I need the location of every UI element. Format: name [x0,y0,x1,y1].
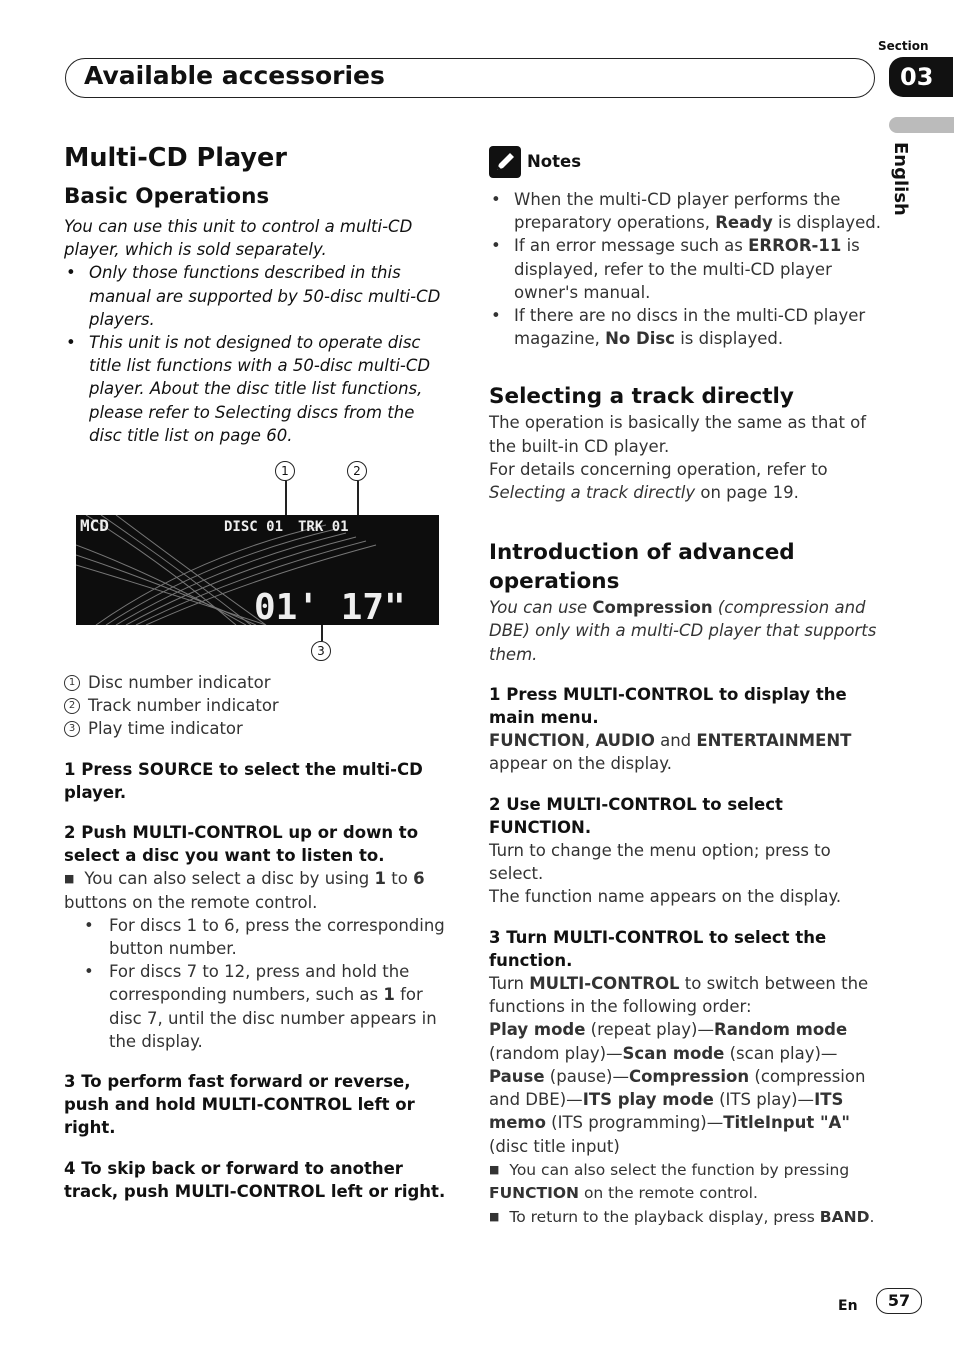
adv-step-3: 3 Turn MULTI-CONTROL to select the function. [489,927,827,970]
callout-2: 2 [347,461,367,481]
callout-3: 3 [311,641,331,661]
intro-bullet: • Only those functions described in this manual are supported by 50-disc multi-CD players. [64,261,449,331]
callout-line [285,481,287,519]
heading-selecting-track: Selecting a track directly [489,384,794,410]
track-paragraph: For details concerning operation, refer to Selecting a track directly on page 19. [489,459,828,503]
legend-item [64,717,449,740]
footer-language: En [838,1298,858,1314]
callout-line [321,625,323,641]
step-2: 2 Push MULTI-CONTROL up or down to select a disc you want to listen to. [64,823,419,866]
adv-step-2: 2 Use MULTI-CONTROL to select FUNCTION. [489,794,783,837]
right-column [489,146,881,1229]
notes-heading [489,146,881,178]
pencil-icon [489,146,521,178]
subtitle-basic-operations: Basic Operations [64,184,270,209]
track-paragraph: The operation is basically the same as that of the built-in CD player. [489,413,867,456]
lcd-time-text: 01' 17" [254,587,406,626]
lcd-track-text: TRK 01 [298,519,349,536]
callout-line [357,481,359,519]
page-number: 57 [876,1288,922,1314]
step-2-subbullet: • For discs 1 to 6, press the corresponding button number. [64,914,449,960]
legend-item [64,671,449,694]
advanced-intro: You can use Compression (compression and DBE) only with a multi-CD player that supports them. [489,598,877,664]
adv-step-2-body: The function name appears on the display. [489,887,842,907]
page-title: Multi-CD Player [64,143,287,173]
adv-step-3-body: Turn MULTI-CONTROL to switch between the functions in the following order: [489,974,869,1017]
adv-note: ■ You can also select the function by pressing FUNCTION on the remote control. [489,1160,850,1202]
step-1: 1 Press SOURCE to select the multi-CD player. [64,759,423,802]
language-tab [889,117,954,133]
legend-number: 1 [64,675,80,691]
lcd-wave-art [76,515,439,625]
section-number: 03 [889,57,953,97]
adv-step-1-body: FUNCTION, AUDIO and ENTERTAINMENT appear on the display. [489,731,852,774]
callout-1: 1 [275,461,295,481]
left-column [64,140,449,1203]
intro-bullet: • This unit is not designed to operate disc title list functions with a 50-disc multi-CD player. About the disc title list functions, please refer to Selecting discs from the disc title list on page 60. [64,331,449,447]
section-label: Section [878,39,929,53]
notes-title: Notes [527,152,582,172]
adv-note: ■ To return to the playback display, press BAND. [489,1208,875,1227]
step-4: 4 To skip back or forward to another track, push MULTI-CONTROL left or right. [64,1158,446,1201]
step-3: 3 To perform fast forward or reverse, push and hold MULTI-CONTROL left or right. [64,1072,415,1138]
language-label: English [890,142,911,216]
header-title: Available accessories [84,61,385,90]
legend-label: Disc number indicator [88,673,271,693]
function-order: Play mode (repeat play)—Random mode (random play)—Scan mode (scan play)—Pause (pause)—Compression (compression and DBE)—ITS play mode (ITS play)—ITS memo (ITS programming)—TitleInput "A" (disc title input) [489,1020,866,1156]
note-item: • If an error message such as ERROR-11 is displayed, refer to the multi-CD player owner's manual. [489,234,881,304]
heading-advanced-operations: Introduction of advanced operations [489,540,795,595]
legend-label: Play time indicator [88,719,243,739]
lcd-disc-text: DISC 01 [224,519,284,536]
adv-step-1: 1 Press MULTI-CONTROL to display the main menu. [489,684,847,728]
note-item: • If there are no discs in the multi-CD player magazine, No Disc is displayed. [489,304,881,350]
legend-number: 2 [64,698,80,714]
adv-step-2-body: Turn to change the menu option; press to select. [489,841,831,884]
note-item: • When the multi-CD player performs the preparatory operations, Ready is displayed. [489,188,881,234]
lcd-display [76,515,439,625]
lcd-mode-text: MCD [80,516,109,536]
legend-label: Track number indicator [88,696,279,716]
step-2-note: ■ You can also select a disc by using 1 to 6 buttons on the remote control. [64,869,425,912]
intro-text: You can use this unit to control a multi-CD player, which is sold separately. [64,217,413,260]
legend-item [64,694,449,717]
legend-number: 3 [64,721,80,737]
display-illustration [64,461,449,661]
step-2-subbullet: • For discs 7 to 12, press and hold the corresponding numbers, such as 1 for disc 7, until the disc number appears in the display. [64,960,449,1053]
